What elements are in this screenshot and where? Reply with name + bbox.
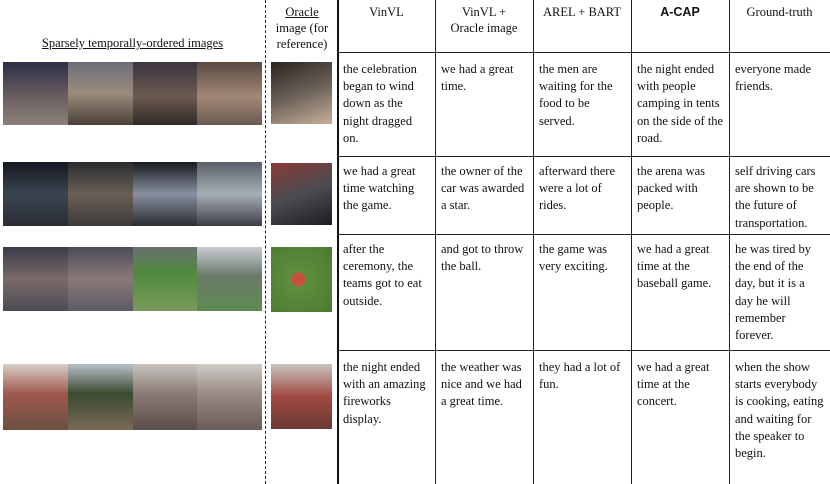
caption-cell: we had a great time at the baseball game. [637,242,712,291]
column-header-acap: A-CAP [660,5,700,19]
photo-tile [68,364,133,430]
caption-cell: he was tired by the end of the day, but it is a day he will remember forever. [735,242,812,343]
photo-tile [133,247,198,311]
oracle-image-row3 [271,247,332,312]
column-header-vinvl-oracle: VinVL + Oracle image [450,5,518,35]
caption-cell: we had a great time watching the game. [343,164,416,213]
oracle-header-line1: Oracle [285,5,319,19]
row-rule [338,350,830,351]
photo-tile [68,162,133,226]
caption-cell: everyone made friends. [735,62,812,94]
oracle-header [268,4,336,52]
oracle-image-row4 [271,364,332,429]
photo-tile [133,162,198,226]
photo-tile [197,247,262,311]
left-header: Sparsely temporally-ordered images [41,36,224,50]
oracle-image-row2 [271,163,332,225]
oracle-header-line2: image (for [275,21,329,35]
caption-cell: the night ended with people camping in tents on the side of the road. [637,62,724,145]
caption-cell: when the show starts everybody is cooking, eating and waiting for the speaker to begin. [735,360,824,461]
caption-cell: afterward there were a lot of rides. [539,164,615,213]
photo-tile [197,364,262,430]
caption-cell: we had a great time. [441,62,514,94]
column-header-vinvl: VinVL [369,5,404,19]
caption-cell: the men are waiting for the food to be served. [539,62,613,128]
oracle-image-row1 [271,62,332,124]
photo-tile [133,62,198,125]
column-header-ground-truth: Ground-truth [746,5,813,19]
photo-tile [197,62,262,125]
caption-cell: and got to throw the ball. [441,242,524,274]
photo-tile [68,247,133,311]
photo-tile [68,62,133,125]
column-header-arel-bart: AREL + BART [542,5,622,19]
caption-cell: they had a lot of fun. [539,360,621,392]
caption-cell: the game was very exciting. [539,242,608,274]
caption-cell: the weather was nice and we had a great time. [441,360,522,409]
caption-cell: the night ended with an amazing fireworks display. [343,360,426,426]
photo-tile [3,247,68,311]
image-sequence-row2 [3,162,262,226]
dashed-separator [265,0,266,484]
photo-tile [3,162,68,226]
oracle-header-line3: reference) [276,37,328,51]
image-sequence-row3 [3,247,262,311]
caption-cell: the arena was packed with people. [637,164,706,213]
header-rule [338,52,830,53]
caption-cell: the owner of the car was awarded a star. [441,164,525,213]
row-rule [338,156,830,157]
caption-cell: the celebration began to wind down as the night dragged on. [343,62,417,145]
row-rule [338,234,830,235]
caption-cell: after the ceremony, the teams got to eat outside. [343,242,422,308]
image-sequence-row4 [3,364,262,430]
image-sequence-row1 [3,62,262,125]
photo-tile [197,162,262,226]
photo-tile [133,364,198,430]
caption-cell: self driving cars are shown to be the future of transportation. [735,164,816,230]
photo-tile [3,364,68,430]
caption-cell: we had a great time at the concert. [637,360,710,409]
photo-tile [3,62,68,125]
